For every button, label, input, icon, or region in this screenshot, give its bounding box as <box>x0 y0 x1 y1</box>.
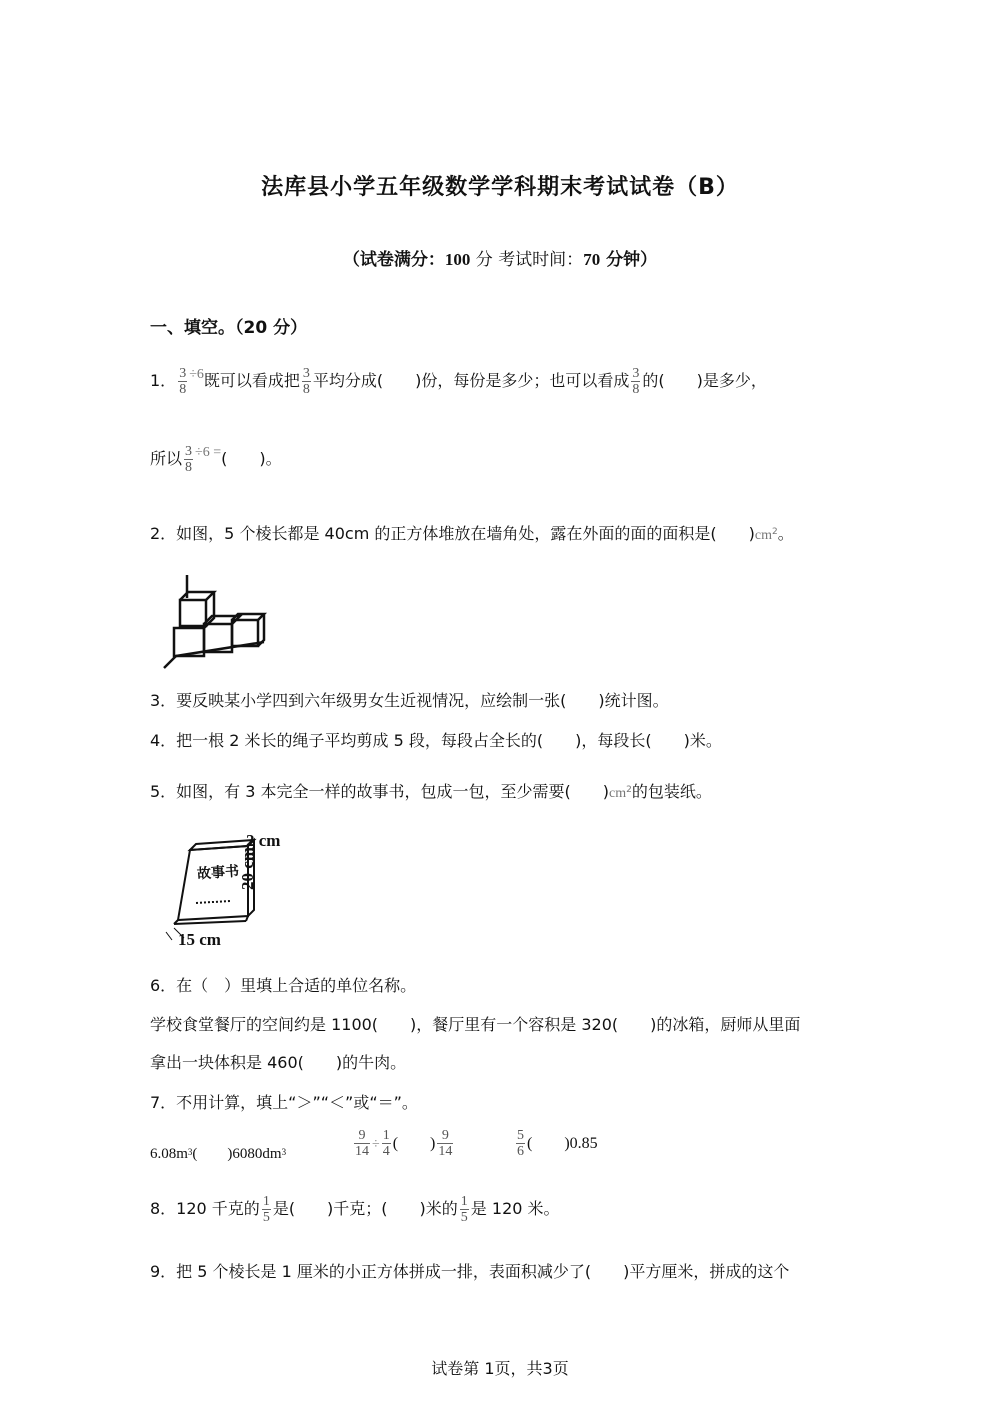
q7-a-left: 6.08m <box>150 1146 188 1162</box>
fraction: $\frac{3}{8}$ <box>185 444 193 475</box>
book-cover-title: 故事书 <box>196 863 240 883</box>
question-6-title: 6．在（ ）里填上合适的单位名称。 <box>150 976 417 995</box>
unit-cm: cm <box>754 528 772 543</box>
sup: 3 <box>281 1147 287 1157</box>
divide-six: ÷6 <box>189 367 204 382</box>
q5-text: 5．如图，有 3 本完全一样的故事书，包成一包，至少需要( ) <box>150 782 610 801</box>
question-6-line1: 学校食堂餐厅的空间约是 1100( )，餐厅里有一个容积是 320( )的冰箱，厨师从里面 <box>150 1015 801 1034</box>
fraction: $\frac{3}{8}$ <box>179 366 187 397</box>
q2-text: 2．如图，5 个棱长都是 40cm 的正方体堆放在墙角处，露在外面的面的面积是( ) <box>150 524 755 543</box>
exam-time: 70 <box>583 250 601 269</box>
page-title: 法库县小学五年级数学学科期末考试试卷（B） <box>261 175 739 200</box>
fraction: $\frac{1}{5}$ <box>460 1194 468 1225</box>
section-heading: 一、填空。（20 分） <box>150 318 308 338</box>
q8-text-c: 是 120 米。 <box>470 1199 560 1218</box>
page-footer: 试卷第 1页，共3页 <box>431 1359 569 1378</box>
dim-height: 20 cm <box>238 847 257 890</box>
q2-end: 。 <box>777 524 794 543</box>
unit-sup: 2 <box>626 785 632 795</box>
fraction: $\frac{1}{5}$ <box>262 1194 270 1225</box>
q8-text-a: 8．120 千克的 <box>150 1199 260 1218</box>
exam-info <box>0 245 1000 270</box>
q7-item-b <box>352 1128 455 1159</box>
question-9: 9．把 5 个棱长是 1 厘米的小正方体拼成一排，表面积减少了( )平方厘米，拼成的这个 <box>150 1262 790 1281</box>
q8-text-b: 是( )千克；( )米的 <box>272 1199 458 1218</box>
q7-a-mid: ( )6080dm <box>192 1146 282 1162</box>
question-3: 3．要反映某小学四到六年级男女生近视情况，应绘制一张( )统计图。 <box>150 691 669 710</box>
q1-text-e: ( )。 <box>221 449 282 468</box>
question-1-line1 <box>150 366 767 397</box>
unit-sup: 2 <box>771 527 778 537</box>
q7-b-mid: ( ) <box>392 1135 436 1152</box>
sup: 3 <box>187 1147 193 1157</box>
time-label: 考试时间： <box>498 250 584 270</box>
question-6-line2: 拿出一块体积是 460( )的牛肉。 <box>150 1053 407 1072</box>
q1-text-c: 的( )是多少， <box>642 371 767 390</box>
fraction: $\frac{3}{8}$ <box>632 366 640 397</box>
question-number: 1． <box>150 371 177 390</box>
question-7-title: 7．不用计算，填上“＞”“＜”或“＝”。 <box>150 1093 418 1112</box>
question-8 <box>150 1194 560 1225</box>
storybook-figure <box>160 828 300 953</box>
q7-item-a <box>150 1143 286 1165</box>
fraction: $\frac{9}{14}$ <box>355 1128 369 1159</box>
q1-text-b: 平均分成( )份，每份是多少；也可以看成 <box>312 371 630 390</box>
divide-six-eq: ÷6 = <box>195 445 222 460</box>
q1-text-a: 既可以看成把 <box>203 371 300 390</box>
fraction: $\frac{5}{6}$ <box>517 1128 524 1159</box>
unit-cm: cm <box>609 786 627 801</box>
subtitle-open: （试卷满分： <box>342 250 445 270</box>
dim-width: 15 cm <box>178 930 221 949</box>
question-5 <box>150 781 712 805</box>
q7-item-c <box>514 1128 598 1159</box>
q7-c-mid: ( )0.85 <box>527 1135 598 1152</box>
full-score: 100 <box>444 250 471 269</box>
fraction: $\frac{9}{14}$ <box>438 1128 453 1159</box>
question-1-line2 <box>150 444 282 475</box>
fraction: $\frac{3}{8}$ <box>302 366 310 397</box>
cubes-figure <box>160 570 270 675</box>
q1-text-d: 所以 <box>150 449 183 468</box>
score-unit: 分 <box>470 250 499 270</box>
divide-op: ÷ <box>372 1137 380 1152</box>
fraction: $\frac{1}{4}$ <box>382 1128 390 1159</box>
dim-thickness: 2 cm <box>246 831 281 850</box>
subtitle-close: 分钟） <box>600 250 658 270</box>
question-4: 4．把一根 2 米长的绳子平均剪成 5 段，每段占全长的( )，每段长( )米。 <box>150 731 722 750</box>
question-2 <box>150 523 794 547</box>
q5-end: 的包装纸。 <box>631 782 712 801</box>
